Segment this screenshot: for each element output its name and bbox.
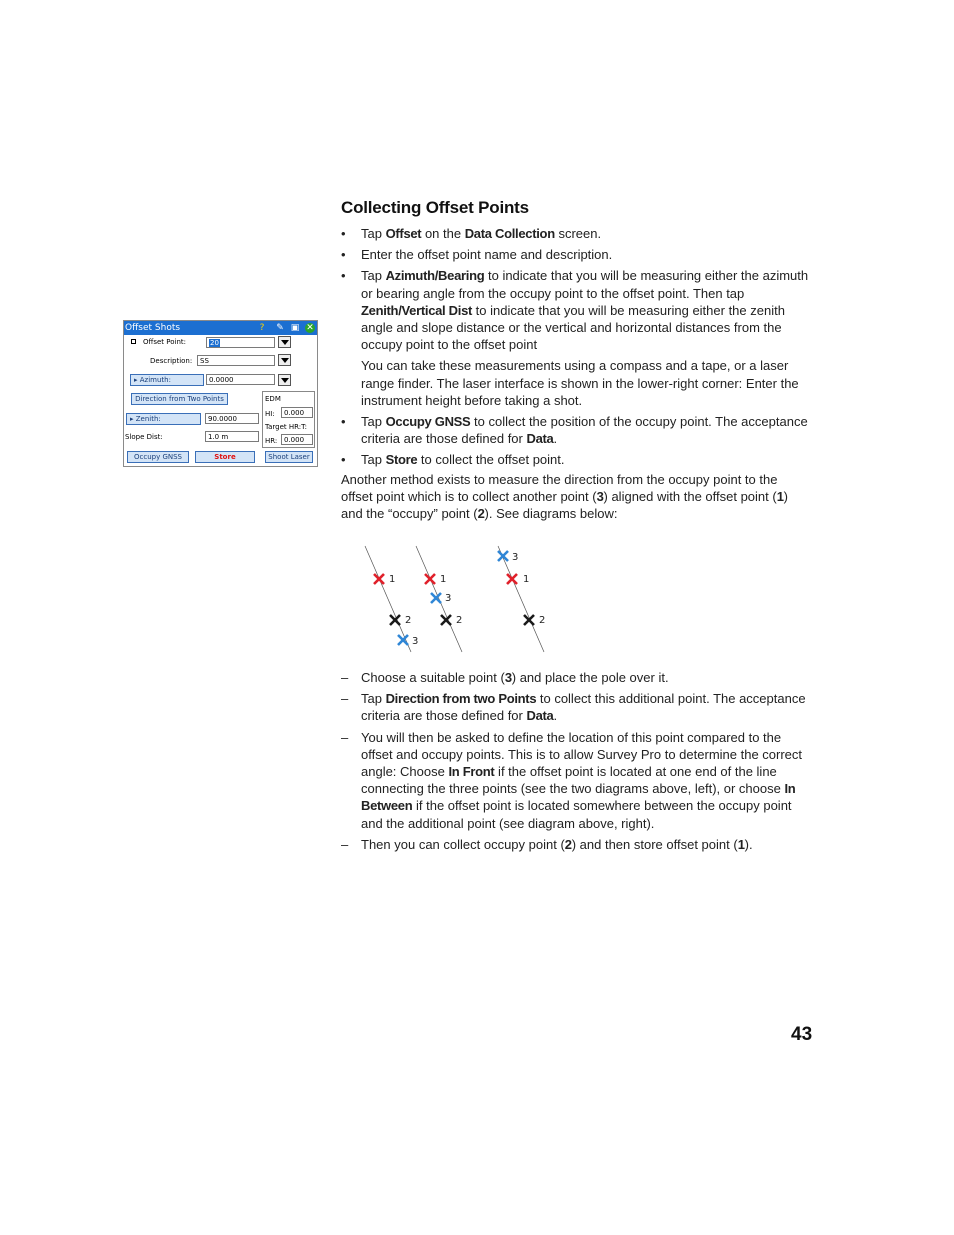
- point-label-1: 1: [440, 574, 447, 585]
- text-run: You will then be asked to define the location of this point compared to the offset and occupy points. This is to allow Survey Pro to determine the correct angle: Choose: [361, 729, 803, 780]
- ui-term: Data Collection: [464, 226, 555, 241]
- edit-icon[interactable]: ✎: [276, 323, 284, 333]
- text-run: to collect the position of the occupy point. The acceptance criteria are those defined for: [361, 414, 808, 447]
- point-label-1: 1: [523, 574, 530, 585]
- dash-item-marker: –: [341, 670, 349, 685]
- slope-dist-label: Slope Dist:: [125, 433, 163, 441]
- bullet-list: [341, 225, 813, 473]
- text-run: to collect the offset point.: [417, 452, 565, 468]
- ui-term: Zenith/Vertical Dist: [361, 302, 473, 318]
- hi-input[interactable]: 0.000: [281, 407, 313, 418]
- dash-item: [341, 690, 813, 724]
- dash-item: [341, 729, 813, 832]
- text-run: to indicate that you will be measuring either the zenith angle and slope distance or the vertical and horizontal distances from the occupy point to the offset point: [361, 302, 785, 353]
- text-run: if the offset point is located at one end of the line connecting the three points (see the two diagrams above, left), or choose: [361, 764, 785, 797]
- text-run: on the: [421, 226, 465, 241]
- help-icon[interactable]: ?: [259, 323, 265, 333]
- bullet-item-marker: •: [341, 247, 346, 263]
- bullet-item-marker: •: [341, 414, 346, 430]
- offset-shots-screenshot: [123, 320, 318, 467]
- text-run: ) and then store offset point (: [571, 836, 738, 852]
- bullet-item: [341, 413, 813, 447]
- text-run: ) and the “occupy” point (: [341, 489, 788, 522]
- aux-point-marker: [431, 593, 441, 603]
- direction-two-points-button[interactable]: Direction from Two Points: [131, 393, 228, 405]
- ui-term: 2: [564, 836, 572, 852]
- bullet-item-text: [361, 451, 813, 468]
- zenith-input[interactable]: 90.0000: [205, 413, 259, 424]
- offset-point-marker: [507, 574, 517, 584]
- close-icon[interactable]: ✕: [306, 323, 314, 333]
- occupy-point-marker: [524, 615, 534, 625]
- target-label: Target HR:T:: [265, 423, 308, 431]
- occupy-point-marker: [390, 615, 400, 625]
- description-input[interactable]: SS: [197, 355, 275, 366]
- text-run: ).: [744, 836, 753, 852]
- bullet-item: [341, 451, 813, 468]
- azimuth-dropdown[interactable]: [278, 374, 291, 386]
- bullet-item-marker: •: [341, 452, 346, 468]
- title-bar: [124, 321, 317, 335]
- description-dropdown[interactable]: [278, 354, 291, 366]
- offset-point-marker: [374, 574, 384, 584]
- intro-paragraph: [341, 471, 811, 523]
- diagram-right: [498, 546, 545, 652]
- store-button[interactable]: Store: [195, 451, 255, 463]
- occupy-gnss-button[interactable]: Occupy GNSS: [127, 451, 189, 463]
- text-run: You can take these measurements using a compass and a tape, or a laser range finder. The laser interface is shown in the lower-right corner: Enter the instrument height before taking a shot.: [361, 358, 799, 408]
- slope-dist-input[interactable]: 1.0 m: [205, 431, 259, 442]
- text-run: Choose a suitable point (: [361, 670, 505, 685]
- ui-term: Data: [526, 708, 554, 724]
- text-run: Then you can collect occupy point (: [361, 836, 565, 852]
- point-label-1: 1: [389, 574, 396, 585]
- ui-term: Store: [385, 452, 418, 468]
- zenith-toggle[interactable]: ▸ Zenith:: [126, 413, 201, 425]
- notes-icon[interactable]: ▣: [290, 323, 300, 333]
- text-run: Tap: [361, 226, 386, 241]
- ui-term: Occupy GNSS: [385, 414, 471, 430]
- text-run: ) aligned with the offset point (: [603, 489, 777, 505]
- bullet-item: [341, 225, 813, 242]
- bullet-item-text: [361, 413, 813, 447]
- bullet-item-marker: •: [341, 226, 346, 241]
- ui-term: Offset: [385, 226, 422, 241]
- section-heading: Collecting Offset Points: [341, 198, 529, 217]
- dash-list: [341, 669, 813, 857]
- point-label-3: 3: [512, 552, 519, 563]
- ui-term: 3: [596, 489, 604, 505]
- occupy-point-marker: [441, 615, 451, 625]
- offset-point-dropdown[interactable]: [278, 336, 291, 348]
- text-run: screen.: [554, 226, 602, 241]
- text-run: .: [553, 708, 558, 724]
- text-run: Tap: [361, 268, 386, 284]
- ui-term: Data: [526, 431, 554, 447]
- text-run: ) and place the pole over it.: [511, 670, 669, 685]
- description-label: Description:: [150, 357, 193, 365]
- hr-label: HR:: [265, 437, 278, 445]
- ui-term: In Between: [361, 781, 796, 814]
- text-run: Enter the offset point name and description.: [361, 247, 613, 263]
- edm-panel: [262, 391, 315, 448]
- azimuth-input[interactable]: 0.0000: [206, 374, 275, 385]
- dash-item-marker: –: [341, 691, 349, 707]
- ui-term: 3: [504, 670, 512, 685]
- text-run: Tap: [361, 691, 386, 707]
- ui-term: Direction from two Points: [385, 691, 537, 707]
- diagram-middle: [416, 546, 462, 652]
- text-run: Tap: [361, 452, 386, 468]
- hr-input[interactable]: 0.000: [281, 434, 313, 445]
- alignment-diagrams: [355, 540, 575, 660]
- ui-term: 1: [776, 489, 784, 505]
- text-run: .: [553, 431, 558, 447]
- text-run: Tap: [361, 414, 386, 430]
- edm-label: EDM: [265, 395, 281, 403]
- text-run: to indicate that you will be measuring either the azimuth or bearing angle from the occupy point to the offset point. Then tap: [361, 268, 809, 301]
- triangle-right-icon: ▸: [130, 415, 134, 423]
- dash-item-marker: –: [341, 729, 349, 745]
- ui-term: In Front: [448, 764, 495, 780]
- text-run: to collect this additional point. The acceptance criteria are those defined for: [361, 691, 806, 724]
- dash-item-marker: –: [341, 836, 349, 852]
- dash-item: [341, 836, 813, 853]
- aux-point-marker: [498, 551, 508, 561]
- page-number: 43: [791, 1024, 813, 1045]
- text-run: if the offset point is located somewhere between the occupy point and the additional point (see diagram above, right).: [361, 798, 792, 831]
- offset-point-marker: [425, 574, 435, 584]
- ui-term: 1: [737, 836, 745, 852]
- azimuth-toggle[interactable]: ▸ Azimuth:: [130, 374, 204, 386]
- bullet-item-text: [361, 225, 813, 242]
- hi-label: HI:: [265, 410, 275, 418]
- point-label-2: 2: [456, 615, 463, 626]
- diagram-left: [365, 546, 418, 652]
- triangle-right-icon: ▸: [134, 376, 138, 384]
- ui-term: 2: [477, 506, 485, 522]
- dash-item-text: [361, 669, 813, 686]
- point-label-2: 2: [405, 615, 412, 626]
- offset-point-label: Offset Point:: [143, 338, 186, 346]
- text-run: ). See diagrams below:: [484, 506, 618, 522]
- bullet-item-text: [361, 267, 813, 353]
- ui-term: Azimuth/Bearing: [385, 268, 485, 284]
- dash-item-text: [361, 729, 813, 832]
- dash-item: [341, 669, 813, 686]
- text-run: Another method exists to measure the direction from the occupy point to the offset point which is to collect another point (: [341, 472, 778, 505]
- bullet-item-marker: •: [341, 268, 346, 284]
- bullet-item: [341, 267, 813, 409]
- point-label-2: 2: [539, 615, 546, 626]
- dash-item-text: [361, 836, 813, 853]
- bullet-item: [341, 246, 813, 263]
- bullet-item-text: [361, 246, 813, 263]
- point-icon: [131, 339, 136, 344]
- aux-point-marker: [398, 635, 408, 645]
- shoot-laser-button[interactable]: Shoot Laser: [265, 451, 313, 463]
- screen-title: Offset Shots: [125, 323, 181, 333]
- offset-point-input[interactable]: 20: [206, 337, 275, 348]
- point-label-3: 3: [445, 593, 452, 604]
- point-label-3: 3: [412, 636, 419, 647]
- dash-item-text: [361, 690, 813, 724]
- bullet-item-note: [361, 357, 813, 409]
